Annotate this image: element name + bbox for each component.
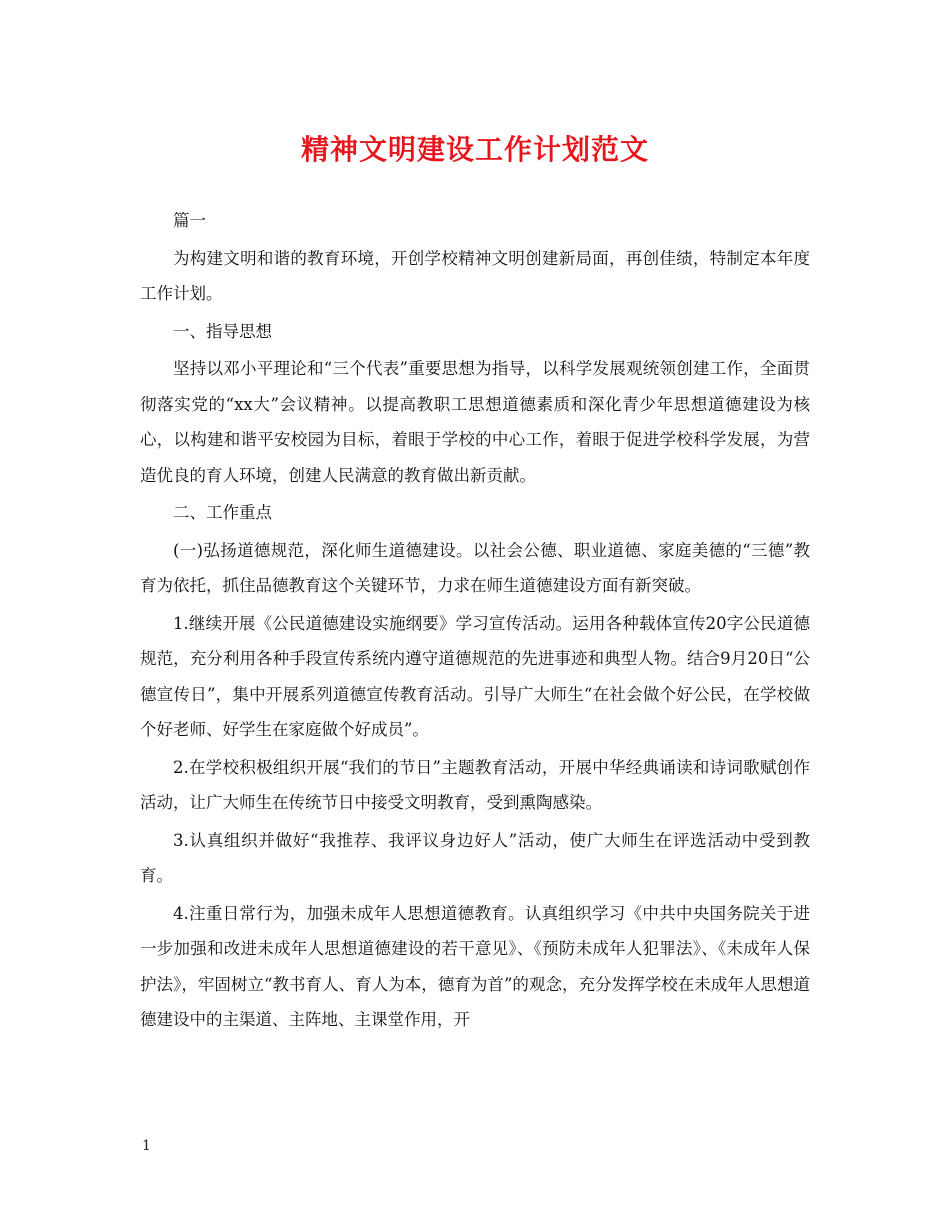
section-heading-work-focus: 二、工作重点 [173,503,272,522]
section-heading-guiding-ideology: 一、指导思想 [173,321,272,341]
paragraph-part-label: 篇一 [173,211,206,230]
document-title: 精神文明建设工作计划范文 [300,133,649,166]
list-item-1: 1.继续开展《公民道德建设实施纲要》学习宣传活动。运用各种载体宣传20字公民道德规范，充分利用各种手段宣传系统内遵守道德规范的先进事迹和典型人物。结合9月20日“公德宣传日”，集中开展系列道德宣传教育活动。引导广大师生“在社会做个好公民，在学校做个好老师、好学生在家庭做个好成员”。 [140,613,810,739]
paragraph-intro: 为构建文明和谐的教育环境，开创学校精神文明创建新局面，再创佳绩，特制定本年度工作计划。 [140,248,810,303]
list-item-3: 3.认真组织并做好“我推荐、我评议身边好人”活动，使广大师生在评选活动中受到教育。 [140,830,810,885]
paragraph-guiding-ideology: 坚持以邓小平理论和“三个代表”重要思想为指导，以科学发展观统领创建工作，全面贯彻落实党的“xx大”会议精神。以提高教职工思想道德素质和深化青少年思想道德建设为核心，以构建和谐平安校园为目标，着眼于学校的中心工作，着眼于促进学校科学发展，为营造优良的育人环境，创建人民满意的教育做出新贡献。 [140,359,810,485]
list-item-2: 2.在学校积极组织开展“我们的节日”主题教育活动，开展中华经典诵读和诗词歌赋创作活动，让广大师生在传统节日中接受文明教育，受到熏陶感染。 [140,757,810,812]
paragraph-moral-norms: (一)弘扬道德规范，深化师生道德建设。以社会公德、职业道德、家庭美德的“三德”教育为依托，抓住品德教育这个关键环节，力求在师生道德建设方面有新突破。 [140,540,810,595]
page-number: 1 [142,1138,151,1154]
document-body [140,203,810,1040]
list-item-4: 4.注重日常行为，加强未成年人思想道德教育。认真组织学习《中共中央国务院关于进一步加强和改进未成年人思想道德建设的若干意见》、《预防未成年人犯罪法》、《未成年人保护法》，牢固树立“教书育人、育人为本，德育为首”的观念，充分发挥学校在未成年人思想道德建设中的主渠道、主阵地、主课堂作用，开 [140,903,810,1029]
